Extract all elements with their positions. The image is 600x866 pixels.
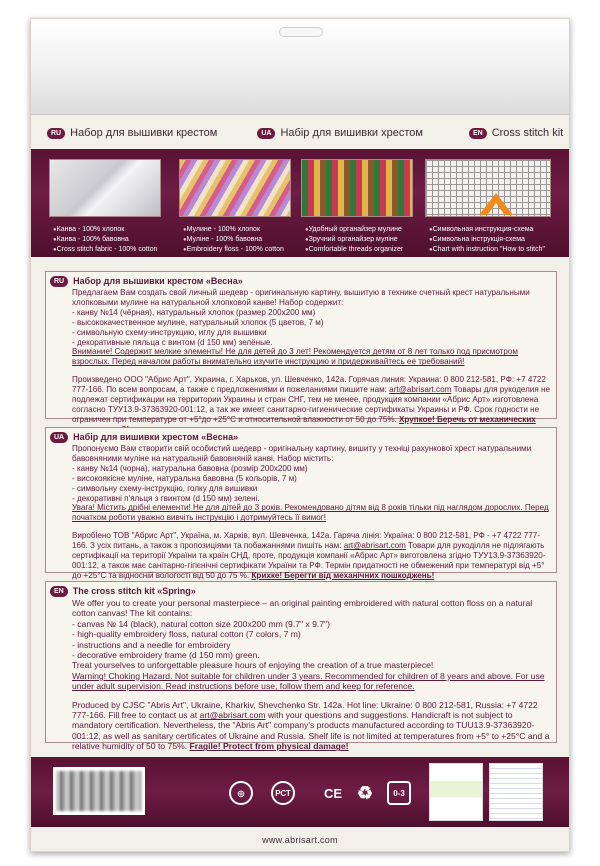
fragile-warning: Fragile! Protect from physical damage! — [189, 741, 349, 752]
intro-text: Пропонуємо Вам створити свій особистий шедевр - оригінальну картину, вишиту у техніці рахункової хрест натуральними бавовняними мулiне на натуральній бавовняній канві. Набор містить: — [72, 444, 532, 463]
list-item: - декоративные пяльца с винтом (d 150 мм) зелёные. — [72, 337, 273, 347]
fragile-warning: Крихке! Берегти від механічних пошкоджень! — [251, 570, 435, 580]
panel-title: Набор для вышивки крестом «Весна» — [73, 275, 243, 286]
feature-item: ● Канва - 100% бавовна — [53, 235, 157, 245]
producer-info: Виробleно ТОВ "Абрис Арт", Україна, м. Харків, вул. Шевченка, 142а. Гаряча лінія: Україна: 0 800 212-581, РФ - +7 4722 777-166. З усіх питань, а також з пропозиціями та побажаннями пишіть нам: — [72, 531, 540, 551]
lang-badge-en: EN — [50, 586, 68, 597]
feature-item: ● Канва - 100% хлопок — [53, 225, 157, 235]
kit-package — [30, 18, 570, 852]
panel-title: The cross stitch kit «Spring» — [72, 586, 196, 597]
producer-text — [56, 700, 550, 752]
lang-badge-en: EN — [469, 128, 487, 139]
bottom-band — [31, 757, 569, 827]
producer-text — [56, 375, 550, 434]
list-item: - decorative embroidery frame (d 150 mm) green. — [72, 650, 260, 661]
title-ru-text: Набор для вышивки крестом — [70, 127, 218, 139]
feature-item: ● Мулiне - 100% бавовна — [183, 235, 284, 245]
canvas-photo — [49, 159, 161, 217]
title-ua — [257, 127, 423, 139]
producer-info: Produced by CJSC "Abris Art", Ukraine, Kharkiv, Shevchenko Str. 142a. Hot line: Ukraine: 0 800 212-581, Russia: +7 4722 777-166. Fill free to contact us at — [72, 699, 538, 721]
list-item: - высококачественное мулине, натуральный хлопок (5 цветов, 7 м) — [72, 317, 324, 327]
description-panel-ru — [45, 271, 557, 424]
warning-text: Внимание! Содержит мелкие элементы! Не для детей до 3 лет! Рекомендуется детям от 8 лет только под присмотром взрослых. Перед началом работы внимательно изучите инструкцию и придерживайтесь ее требований! — [72, 347, 518, 367]
email-link[interactable]: art@abrisart.com — [199, 710, 266, 721]
title-row — [31, 123, 569, 143]
list-item: - instructions and a needle for embroidery — [72, 639, 231, 650]
hanger-flap — [31, 19, 569, 115]
description-panel-ua — [45, 427, 557, 580]
lang-badge-ua: UA — [50, 432, 68, 443]
producer-text — [56, 531, 550, 581]
title-en-text: Cross stitch kit — [491, 127, 564, 139]
intro-text: Предлагаем Вам создать свой личный шедевр - оригинальную картину, вышитую в технике счетный крест натуральными хлопковыми мулине на натуральной хлопковой канве! Набор содержит: — [72, 288, 530, 307]
list-item: - символьную схему-инструкцию, иглу для вышивки — [72, 327, 267, 337]
lang-badge-ru: RU — [50, 276, 68, 287]
certificate-thumbnail — [489, 763, 543, 821]
list-item: - canvas № 14 (black), natural cotton size 200x200 mm (9.7" x 9.7") — [72, 618, 330, 629]
certification-text: Товары для рукоделия не подлежат сертификации на территории Украины и стран СНГ, тем не менее, продукция компании «Абрис Арт» изготовлена согласно ТУУ13.9-37363920-001:12, а так же имеет санитарно-гигиенические сертификаты Украины и РФ. Срок годности не ограничен при температуре от +5°до +25°С и относительной влажности от 50 до 75%. — [72, 385, 550, 424]
pct-icon: РСТ — [271, 781, 295, 805]
title-ua-text: Набір для вишивки хрестом — [280, 127, 423, 139]
age-3-icon: 0-3 — [387, 781, 411, 805]
feature-item: ● Cross stitch fabric - 100% cotton — [53, 245, 157, 255]
hang-hole — [279, 27, 323, 37]
website-url[interactable]: www.abrisart.com — [262, 835, 338, 845]
barcode — [53, 767, 145, 815]
organizer-photo — [301, 159, 413, 217]
email-link[interactable]: art@abrisart.com — [389, 385, 452, 395]
warning-text: Увага! Містить дрібні елементи! Не для дітей до 3 років. Рекомендовано дітям від 8 років тільки під наглядом дорослих. Перед початком роботи уважно вивчіть інструкцію і дотримуйтесь її вимог! — [72, 503, 549, 523]
description-panel-en — [45, 581, 557, 752]
feature-item: ● Embroidery floss - 100% cotton — [183, 245, 284, 255]
feature-list-organizer — [305, 225, 403, 255]
feature-list-floss — [183, 225, 284, 255]
intro-text: We offer you to create your personal masterpiece – an original painting embroidered with natural cotton floss on a natural cotton canvas! The kit contains: — [72, 598, 533, 619]
feature-item: ● Мулине - 100% хлопок — [183, 225, 284, 235]
list-item: - канву №14 (чёрная), натуральный хлопок (размер 200х200 мм) — [72, 307, 316, 317]
panel-header — [50, 586, 550, 597]
feature-item: ● Символьна iнструкцiя-схема — [429, 235, 545, 245]
rostest-icon: ◎ — [229, 781, 253, 805]
list-item: - декоративні п'яльця з гвинтом (d 150 мм) зелені. — [72, 493, 260, 503]
list-item: - високоякiсне мулiне, натуральна бавовна (5 кольорів, 7 м) — [72, 473, 297, 483]
feature-list-chart — [429, 225, 545, 255]
producer-info: Произведено ООО "Абрис Арт", Украина, г. Харьков, ул. Шевченко, 142а. Горячая линия: Украина: 0 800 212-581, РФ: +7 4722 777-166. По всем вопросам, а также с предложениями и пожеланиями пишите нам: — [72, 375, 546, 395]
panel-header — [50, 432, 550, 443]
recycle-icon: ♻ — [356, 782, 374, 803]
certificate-thumbnail — [429, 763, 483, 821]
closing-text: Treat yourselves to unforgettable pleasure hours of enjoying the creation of a true masterpiece! — [72, 660, 434, 671]
list-item: - канву №14 (чорна), натуральна бавовна (розмір 200х200 мм) — [72, 463, 308, 473]
ce-icon: CE — [323, 785, 343, 801]
certification-text: with your questions and suggestions. Handicraft is not subject to mandatory certification. Nevertheless, the "Abris Art" company's products manufactured according to TUU13.9-37363920-001:12, as well as sanitary certificates of Ukraine and Russia. Shelf life is not limited at temperatures from +5° to +25°C and a relative humidity of 50 to 75%. — [72, 710, 550, 752]
list-item: - символьну схему-інструкцію, голку для вишивки — [72, 483, 258, 493]
feature-item: ● Comfortable threads organizer — [305, 245, 403, 255]
feature-item: ● Символьная инструкция-схема — [429, 225, 545, 235]
panel-header — [50, 276, 550, 287]
email-link[interactable]: art@abrisart.com — [343, 541, 406, 551]
feature-item: ● Chart with instruction "How to stitch" — [429, 245, 545, 255]
feature-item: ● Удобный органайзер мулине — [305, 225, 403, 235]
feature-list-canvas — [53, 225, 157, 255]
features-band — [31, 149, 569, 257]
lang-badge-ua: UA — [257, 128, 275, 139]
fragile-warning: Хрупкое! Беречь от механических — [399, 414, 536, 424]
lang-badge-ru: RU — [47, 128, 65, 139]
feature-item: ● Зручний органайзер мулiне — [305, 235, 403, 245]
certification-text: Товари для рукоділля не підлягають сертифікації на території України та країн СНД, проте, продукція компанії «Абрис Арт» виготовлена згідно ТУУ13.9-37363920-001:12, а також має санітарно-гігієнічні сертифікати України та РФ. Термін придатності не обмежений при температурі від +5° до +25°С та відносній вологості від 50 до 75 %. — [72, 541, 546, 580]
title-ru — [47, 127, 217, 139]
floss-photo — [179, 159, 291, 217]
barcode-bars — [57, 771, 141, 811]
title-en — [469, 127, 563, 139]
warning-text: Warning! Choking Hazard. Not suitable for children under 3 years. Recommended for children of 8 years and above. For use under adult supervision. Read instructions before use, follow them and keep for reference. — [72, 670, 545, 692]
panel-title: Набір для вишивки хрестом «Весна» — [73, 431, 239, 442]
list-item: - high-quality embroidery floss, natural cotton (7 colors, 7 m) — [72, 629, 301, 640]
